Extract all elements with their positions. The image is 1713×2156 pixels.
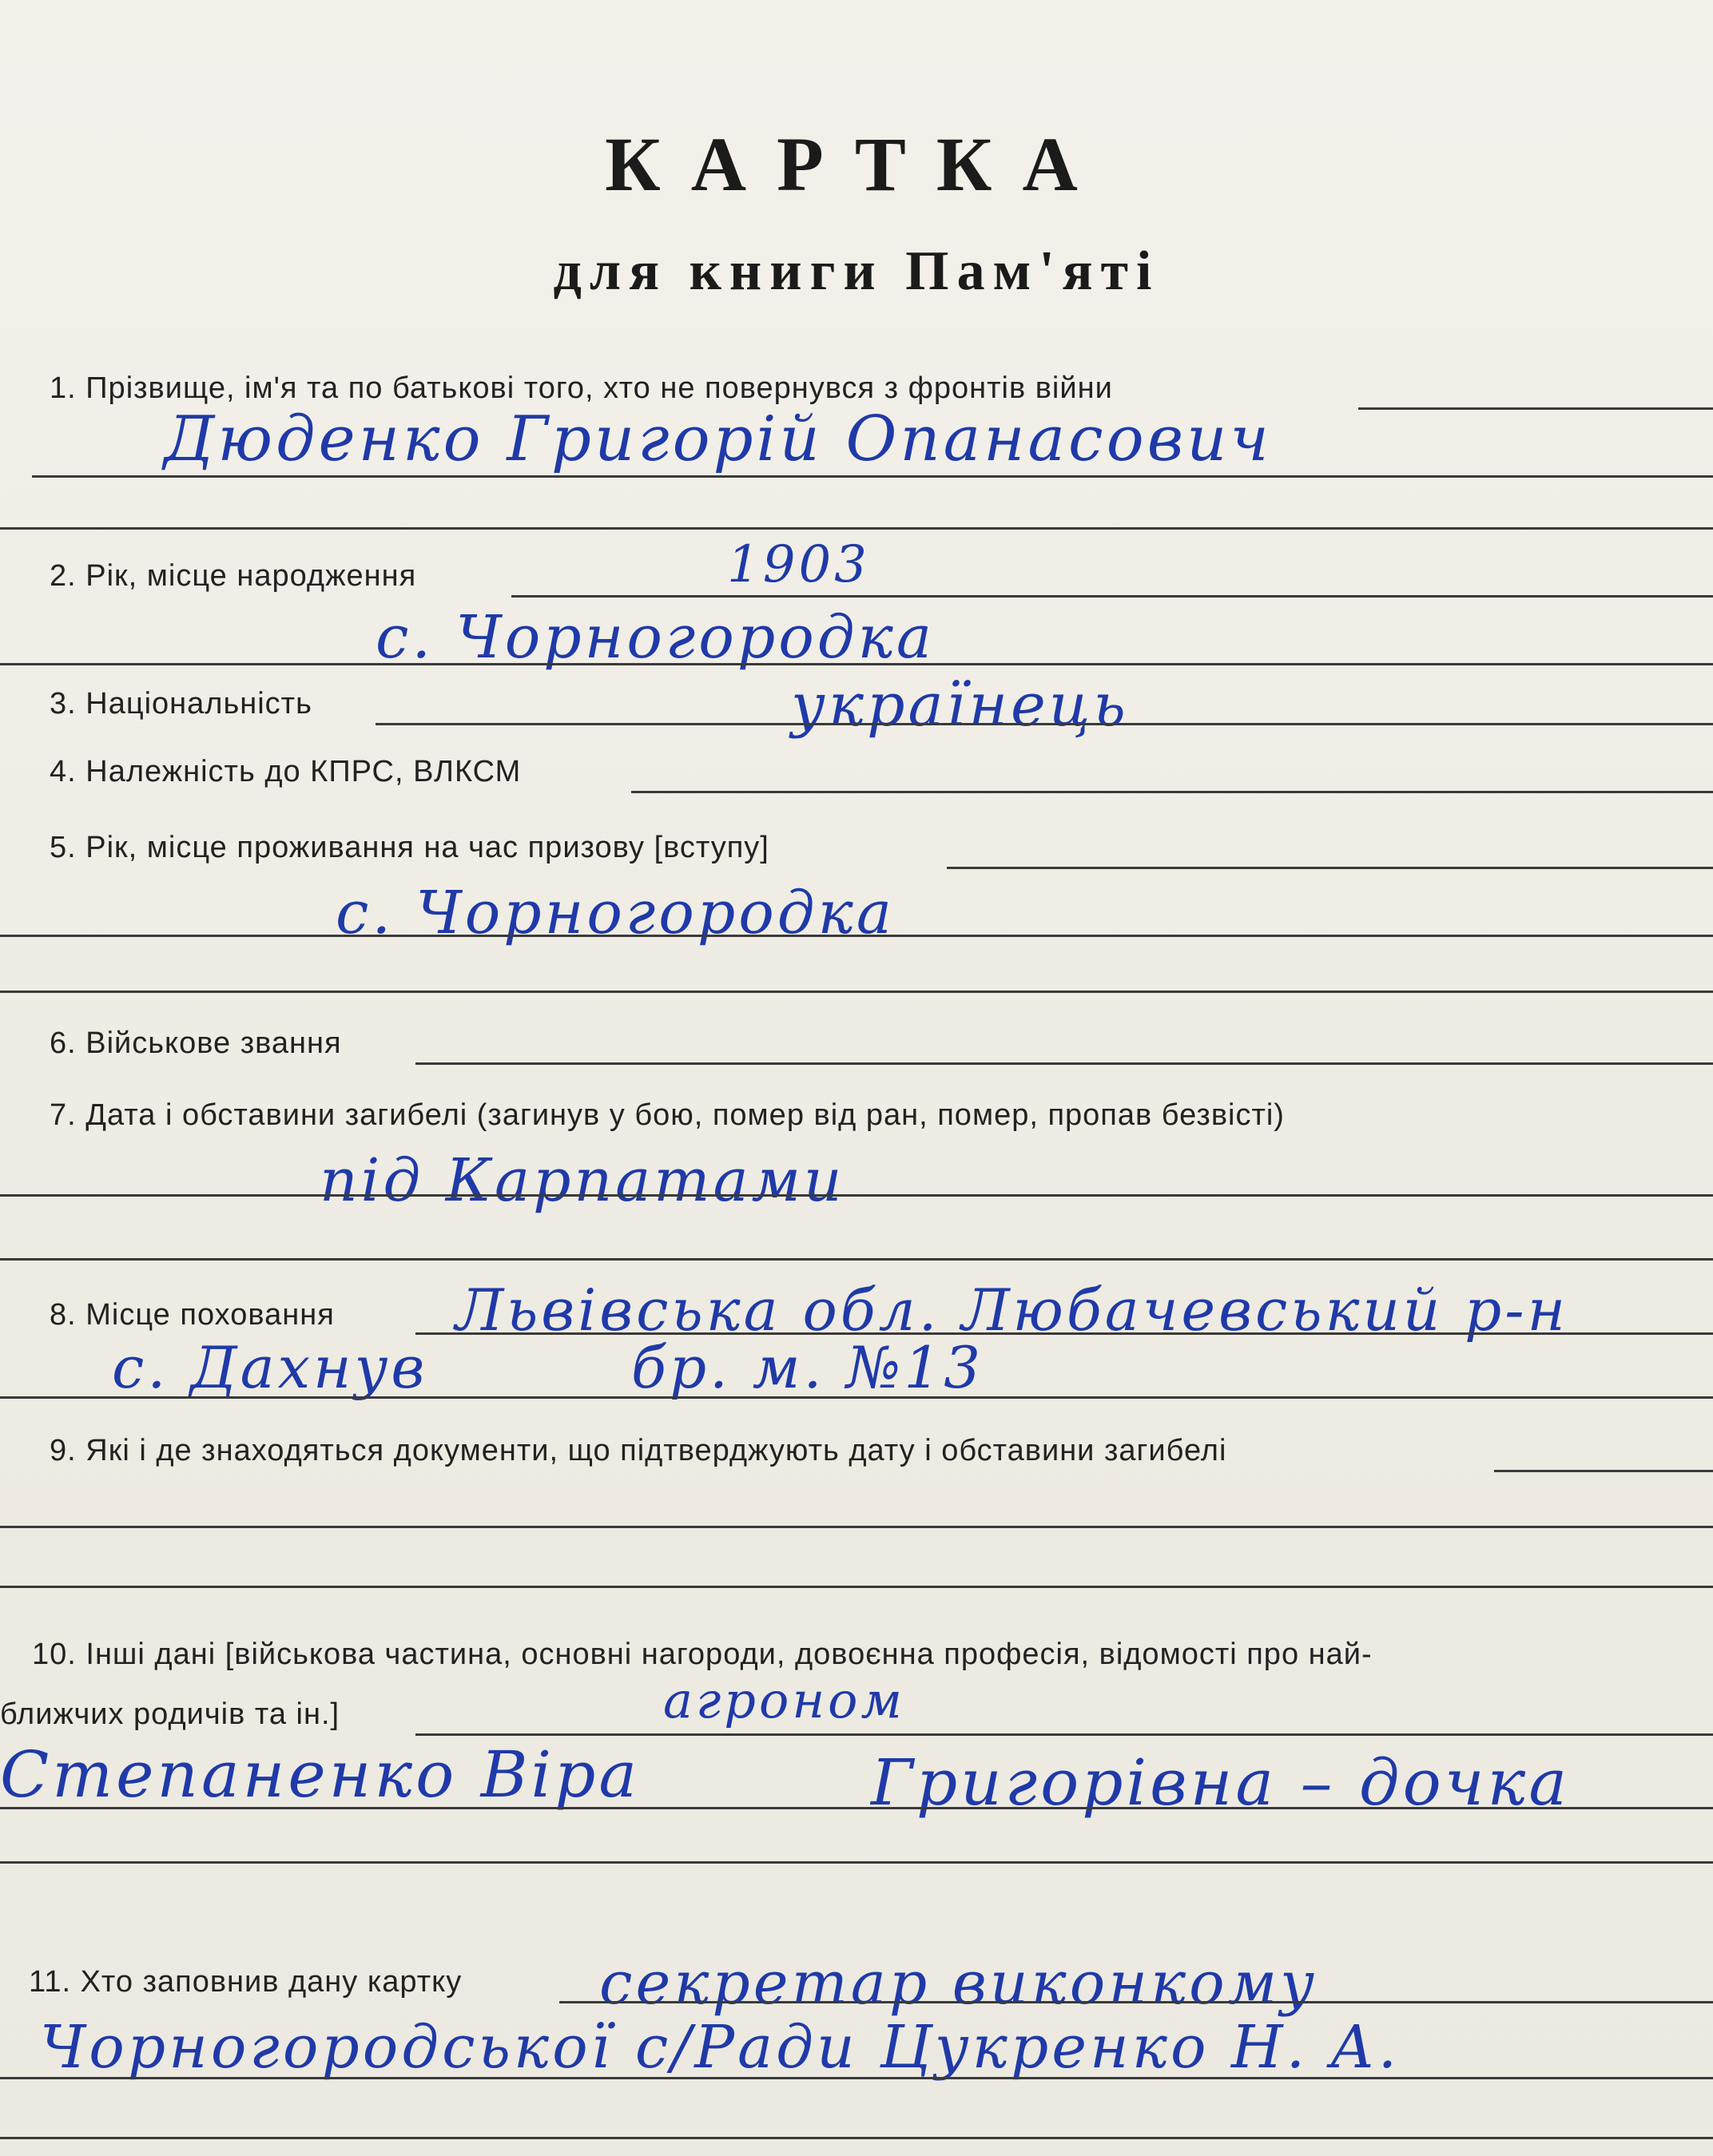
rule (0, 935, 1713, 937)
rule (0, 2077, 1713, 2079)
rule (0, 991, 1713, 993)
rule (631, 791, 1713, 793)
rule (32, 475, 1713, 478)
field-3-label: 3. Національність (50, 687, 312, 721)
field-7-label: 7. Дата і обставини загибелі (загинув у бою, помер від ран, помер, пропав безвісті) (50, 1098, 1285, 1132)
field-9-label: 9. Які і де знаходяться документи, що підтверджують дату і обставини загибелі (50, 1434, 1227, 1467)
field-10-label-line1: 10. Інші дані [військова частина, основні нагороди, довоєнна професія, відомості про най- (32, 1638, 1373, 1671)
field-11-label: 11. Хто заповнив дану картку (29, 1965, 463, 1999)
field-10-label-line2: ближчих родичів та ін.] (0, 1697, 340, 1731)
field-1-label: 1. Прізвище, ім'я та по батькові того, хто не повернувся з фронтів війни (50, 371, 1113, 405)
field-8-label: 8. Місце поховання (50, 1298, 335, 1332)
rule (947, 867, 1713, 869)
rule (415, 1062, 1713, 1065)
rule (0, 1586, 1713, 1588)
field-8-line2b: бр. м. №13 (631, 1334, 984, 1401)
rule (0, 663, 1713, 665)
rule (0, 1526, 1713, 1528)
field-10-name-a: Степаненко Віра (0, 1737, 641, 1812)
rule (511, 595, 1713, 598)
field-2-year: 1903 (727, 535, 870, 594)
rule (1358, 407, 1713, 410)
field-7-value: під Карпатами (320, 1146, 845, 1215)
rule (0, 1861, 1713, 1864)
rule (376, 723, 1713, 725)
rule (1494, 1470, 1713, 1472)
field-2-place: с. Чорногородка (376, 603, 935, 672)
rule (415, 1733, 1713, 1736)
field-11-line2: Чорногородської с/Ради Цукренко Н. А. (40, 2013, 1401, 2082)
field-10-name-b: Григорівна – дочка (871, 1745, 1571, 1820)
field-8-line2a: с. Дахнув (112, 1334, 428, 1401)
field-2-label: 2. Рік, місце народження (50, 559, 417, 593)
card-subtitle: для книги Пам'яті (553, 240, 1160, 302)
rule (0, 1807, 1713, 1809)
field-3-value: українець (791, 671, 1129, 740)
rule (559, 2001, 1713, 2003)
card-title: КАРТКА (605, 121, 1108, 207)
rule (0, 1258, 1713, 1261)
field-5-value: с. Чорногородка (336, 879, 895, 947)
rule (0, 1396, 1713, 1399)
field-6-label: 6. Військове звання (50, 1026, 342, 1060)
field-10-note: агроном (663, 1671, 905, 1729)
field-8-line1: Львівська обл. Любачевський р-н (455, 1277, 1568, 1344)
rule (0, 2137, 1713, 2139)
field-4-label: 4. Належність до КПРС, ВЛКСМ (50, 755, 522, 788)
field-5-label: 5. Рік, місце проживання на час призову [вступу] (50, 831, 769, 864)
rule (415, 1332, 1713, 1335)
rule (0, 527, 1713, 530)
field-11-line1: секретар виконкому (599, 1949, 1318, 2018)
field-1-value: Дюденко Григорій Опанасович (164, 403, 1272, 475)
rule (0, 1194, 1713, 1197)
